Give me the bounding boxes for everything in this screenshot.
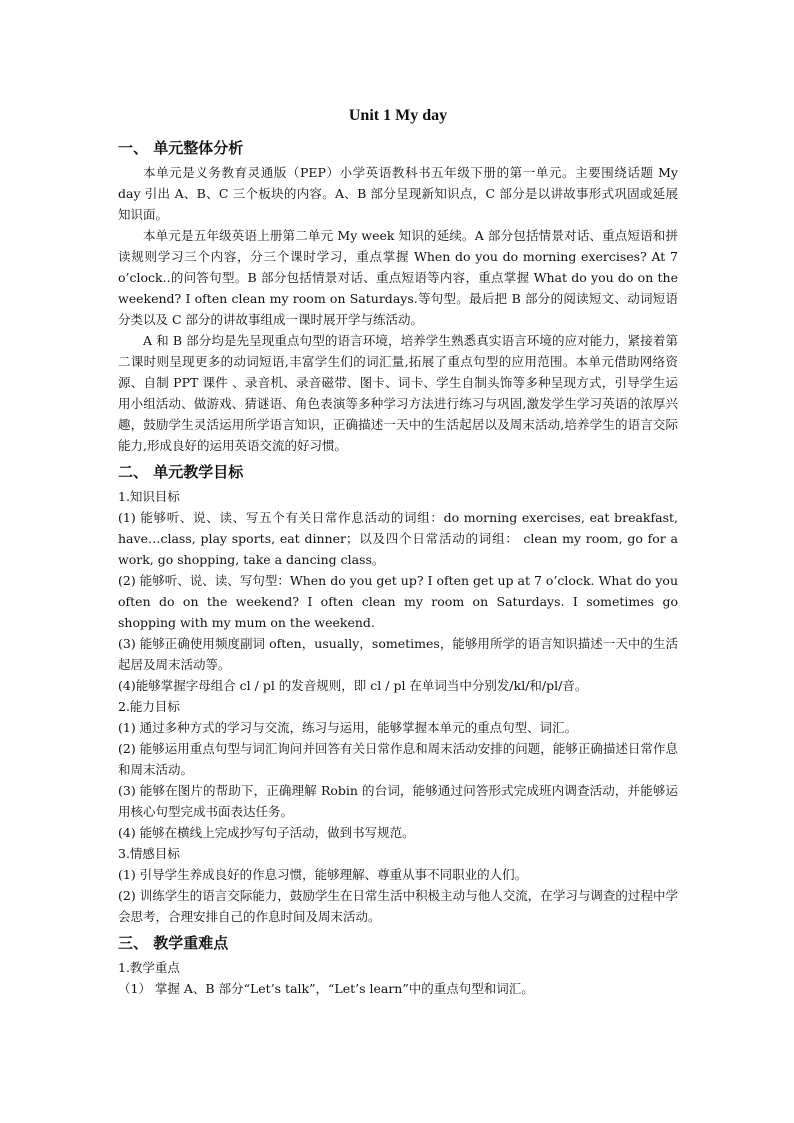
list-item: (2) 能够运用重点句型与词汇询问并回答有关日常作息和周末活动安排的问题，能够正确描述日常作息和周末活动。 (118, 741, 678, 777)
subheading: 2.能力目标 (118, 699, 180, 714)
subheading: 1.教学重点 (118, 960, 180, 975)
list-item: (1) 能够听、说、读、写五个有关日常作息活动的词组：do morning exercises, eat breakfast, have…class, play sports, eat dinner；以及四个日常活动的词组： clean my room, go for a work, go shopping, take a dancing class。 (118, 510, 678, 567)
subheading: 3.情感目标 (118, 846, 180, 861)
section-heading-3: 三、 教学重难点 (118, 934, 229, 952)
list-item: (4)能够掌握字母组合 cl / pl 的发音规则，即 cl / pl 在单词当中分别发/kl/和/pl/音。 (118, 678, 588, 693)
document-page (118, 104, 678, 999)
list-item: （1） 掌握 A、B 部分“Let’s talk”，“Let’s learn”中的重点句型和词汇。 (118, 981, 534, 996)
section-heading-1: 一、 单元整体分析 (118, 139, 244, 157)
list-item: (1) 引导学生养成良好的作息习惯，能够理解、尊重从事不同职业的人们。 (118, 867, 528, 882)
document-title: Unit 1 My day (348, 107, 448, 124)
paragraph: A 和 B 部分均是先呈现重点句型的语言环境，培养学生熟悉真实语言环境的应对能力，紧接着第二课时则呈现更多的动词短语,丰富学生们的词汇量,拓展了重点句型的应用范围。本单元借助网络资源、自制 PPT 课件 、录音机、录音磁带、图卡、词卡、学生自制头饰等多种呈现方式，引导学生运用小组活动、做游戏、猜谜语、角色表演等多种学习方法进行练习与巩固,激发学生学习英语的浓厚兴趣，鼓励学生灵活运用所学语言知识，正确描述一天中的生活起居以及周末活动,培养学生的语言交际能力,形成良好的运用英语交流的好习惯。 (118, 333, 678, 453)
list-item: (1) 通过多种方式的学习与交流，练习与运用，能够掌握本单元的重点句型、词汇。 (118, 720, 578, 735)
list-item: (2) 训练学生的语言交际能力，鼓励学生在日常生活中积极主动与他人交流，在学习与调查的过程中学会思考，合理安排自己的作息时间及周末活动。 (118, 888, 678, 924)
section-heading-2: 二、 单元教学目标 (118, 463, 244, 481)
paragraph: 本单元是五年级英语上册第二单元 My week 知识的延续。A 部分包括情景对话、重点短语和拼读规则学习三个内容，分三个课时学习，重点掌握 When do you do morning exercises? At 7 o’clock..的问答句型。B 部分包括情景对话、重点短语等内容，重点掌握 What do you do on the weekend? I often clean my room on Saturdays.等句型。最后把 B 部分的阅读短文、动词短语分类以及 C 部分的讲故事组成一课时展开学与练活动。 (118, 228, 678, 327)
list-item: (2) 能够听、说、读、写句型：When do you get up? I often get up at 7 o’clock. What do you often do on the weekend? I often clean my room on Saturdays. I sometimes go shopping with my mum on the weekend. (118, 573, 678, 630)
list-item: (3) 能够在图片的帮助下，正确理解 Robin 的台词，能够通过问答形式完成班内调查活动，并能够运用核心句型完成书面表达任务。 (118, 783, 678, 819)
paragraph: 本单元是义务教育灵通版（PEP）小学英语教科书五年级下册的第一单元。主要围绕话题 My day 引出 A、B、C 三个板块的内容。A、B 部分呈现新知识点，C 部分是以讲故事形式巩固或延展知识面。 (118, 165, 678, 222)
list-item: (3) 能够正确使用频度副词 often，usually，sometimes，能够用所学的语言知识描述一天中的生活起居及周末活动等。 (118, 636, 678, 672)
subheading: 1.知识目标 (118, 489, 180, 504)
list-item: (4) 能够在横线上完成抄写句子活动，做到书写规范。 (118, 825, 415, 840)
